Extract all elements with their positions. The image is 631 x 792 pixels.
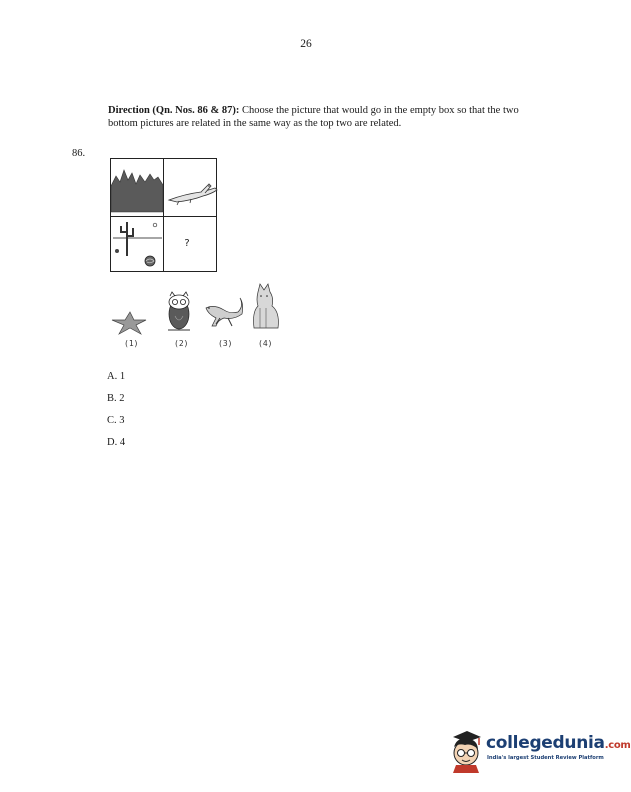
question-number: 86. <box>72 148 86 159</box>
option-label-3: (3) <box>218 339 233 348</box>
logo-tagline: India's largest Student Review Platform <box>487 755 604 761</box>
direction-body: Choose the picture that would go in the empty box so that the two bottom pictures are related in the same way as the top two are related. <box>108 105 519 129</box>
owl-icon <box>168 292 190 330</box>
answer-option-c[interactable]: C. 3 <box>107 415 125 426</box>
lizard-icon <box>206 298 243 326</box>
direction-label: Direction (Qn. Nos. 86 & 87): <box>108 105 240 116</box>
answer-option-d[interactable]: D. 4 <box>107 437 126 448</box>
answer-option-b[interactable]: B. 2 <box>107 393 125 404</box>
direction-text <box>108 105 548 130</box>
grid-question-mark: ? <box>184 238 190 249</box>
option-label-4: (4) <box>258 339 273 348</box>
option-label-2: (2) <box>174 339 189 348</box>
page-number: 26 <box>300 38 312 50</box>
logo-name: collegedunia <box>486 733 605 753</box>
answer-list <box>107 366 125 454</box>
analogy-grid <box>110 158 217 272</box>
collegedunia-logo <box>445 727 631 777</box>
option-label-1: (1) <box>124 339 139 348</box>
logo-suffix: .com <box>604 740 631 751</box>
starfish-icon <box>112 312 146 334</box>
mascot-icon <box>445 727 485 773</box>
answer-option-a[interactable]: A. 1 <box>107 371 126 382</box>
cat-icon <box>254 284 279 328</box>
